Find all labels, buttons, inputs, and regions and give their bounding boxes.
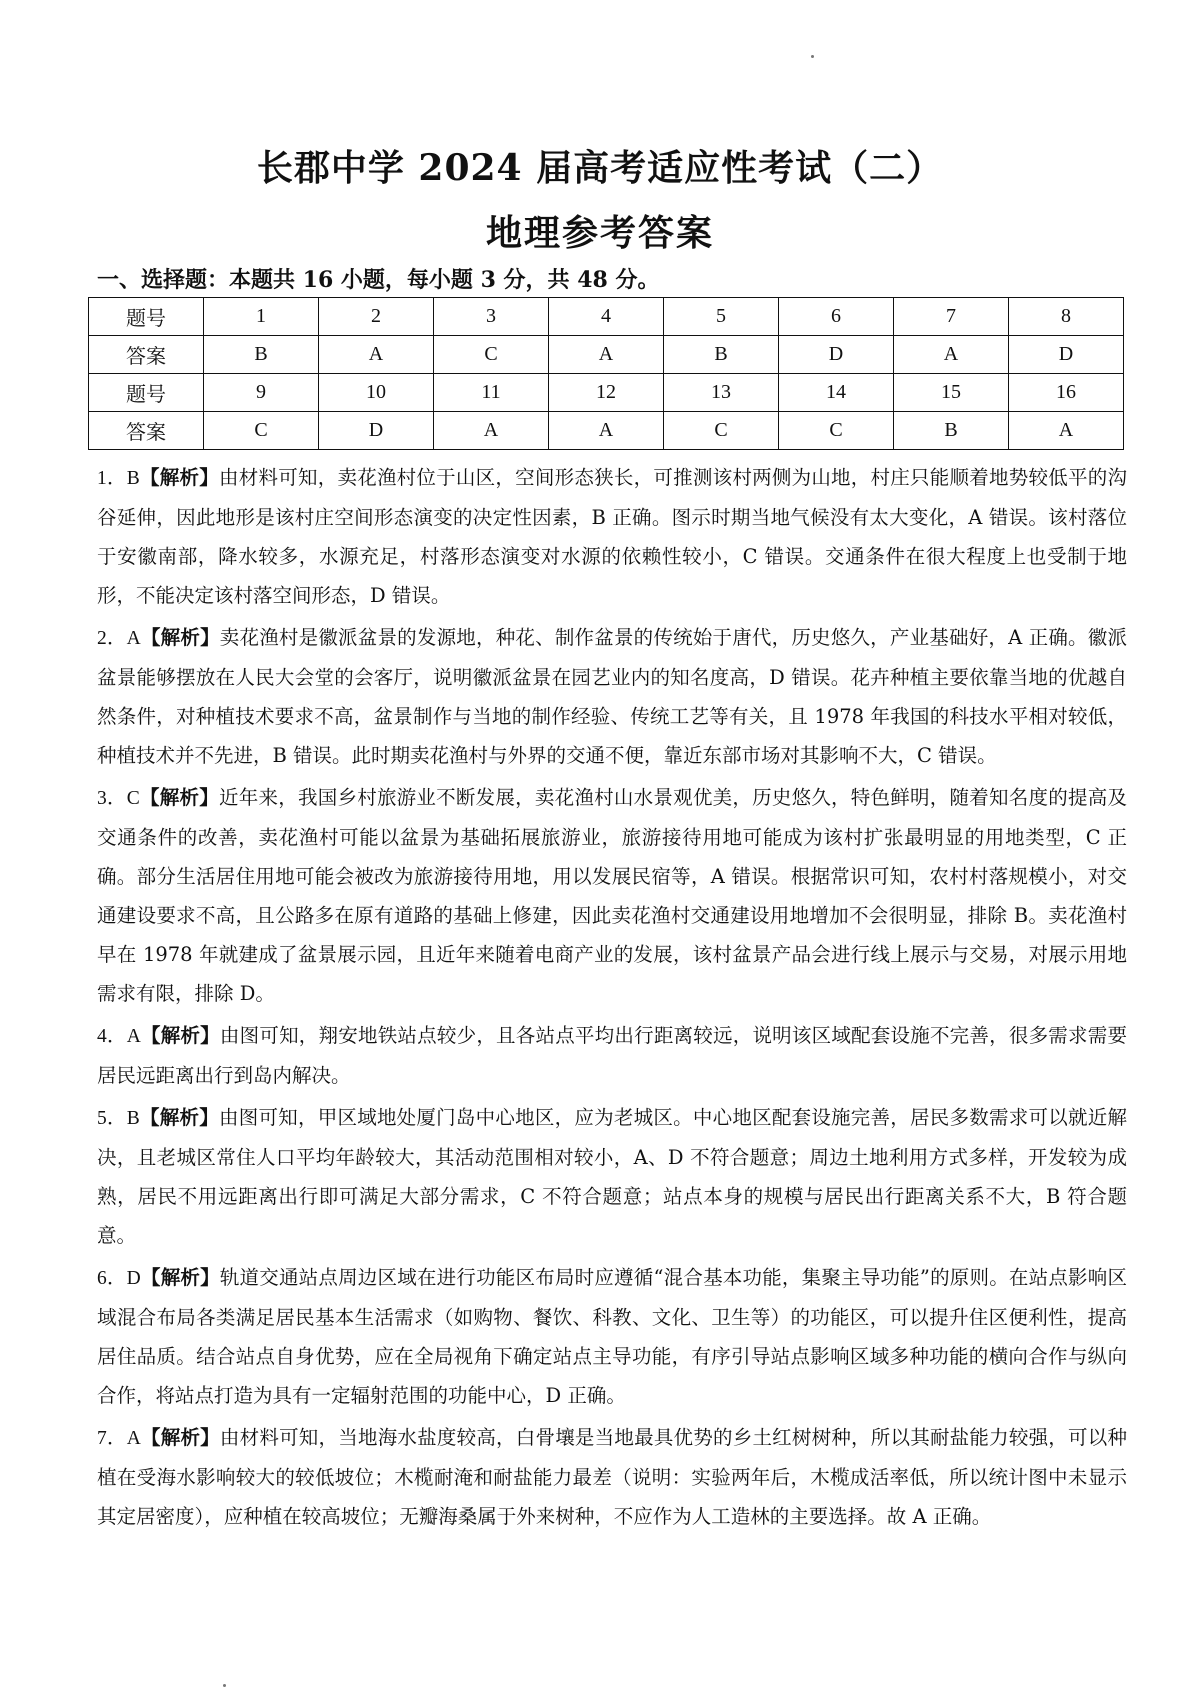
question-number: 5．B — [97, 1108, 140, 1129]
table-cell: 1 — [204, 298, 319, 336]
analysis-tag: 【解析】 — [140, 1024, 220, 1047]
table-cell: A — [549, 412, 664, 450]
table-cell: 6 — [779, 298, 894, 336]
table-cell: 5 — [664, 298, 779, 336]
table-cell: 2 — [319, 298, 434, 336]
table-cell: 12 — [549, 374, 664, 412]
explanation-text: 近年来，我国乡村旅游业不断发展，卖花渔村山水景观优美，历史悠久，特色鲜明，随着知名度的提高及交通条件的改善，卖花渔村可能以盆景为基础拓展旅游业，旅游接待用地可能成为该村扩张最明显的用地类型，C 正确。部分生活居住用地可能会被改为旅游接待用地，用以发展民宿等，A 错误。根据常识可知，农村村落规模小，对交通建设要求不高，且公路多在原有道路的基础上修建，因此卖花渔村交通建设用地增加不会很明显，排除 B。卖花渔村早在 1978 年就建成了盆景展示园，且近年来随着电商产业的发展，该村盆景产品会进行线上展示与交易，对展示用地需求有限，排除 D。 — [97, 786, 1127, 1005]
table-cell: A — [434, 412, 549, 450]
explanation-6 — [97, 1258, 1127, 1415]
analysis-tag: 【解析】 — [140, 1426, 220, 1449]
table-row — [89, 412, 1124, 450]
explanation-text: 轨道交通站点周边区域在进行功能区布局时应遵循“混合基本功能，集聚主导功能”的原则。在站点影响区域混合布局各类满足居民基本生活需求（如购物、餐饮、科教、文化、卫生等）的功能区，可以提升住区便利性，提高居住品质。结合站点自身优势，应在全局视角下确定站点主导功能，有序引导站点影响区域多种功能的横向合作与纵向合作，将站点打造为具有一定辐射范围的功能中心，D 正确。 — [97, 1266, 1127, 1407]
table-cell: D — [779, 336, 894, 374]
table-cell: D — [319, 412, 434, 450]
explanation-5 — [97, 1098, 1127, 1255]
table-cell: A — [894, 336, 1009, 374]
table-cell: A — [319, 336, 434, 374]
table-cell: 9 — [204, 374, 319, 412]
page-title: 长郡中学 2024 届高考适应性考试（二） — [256, 147, 944, 189]
page-subtitle: 地理参考答案 — [485, 212, 714, 254]
bottom-speck — [223, 1684, 226, 1687]
table-cell: 7 — [894, 298, 1009, 336]
row-label: 答案 — [89, 412, 204, 450]
explanation-text: 由图可知，甲区域地处厦门岛中心地区，应为老城区。中心地区配套设施完善，居民多数需求可以就近解决，且老城区常住人口平均年龄较大，其活动范围相对较小，A、D 不符合题意；周边土地利用方式多样，开发较为成熟，居民不用远距离出行即可满足大部分需求，C 不符合题意；站点本身的规模与居民出行距离关系不大，B 符合题意。 — [97, 1106, 1127, 1247]
table-cell: 8 — [1009, 298, 1124, 336]
table-cell: 3 — [434, 298, 549, 336]
table-cell: 10 — [319, 374, 434, 412]
row-label: 题号 — [89, 298, 204, 336]
table-cell: B — [204, 336, 319, 374]
table-cell: 13 — [664, 374, 779, 412]
table-cell: A — [549, 336, 664, 374]
table-row — [89, 374, 1124, 412]
analysis-tag: 【解析】 — [139, 1106, 219, 1129]
table-cell: D — [1009, 336, 1124, 374]
table-cell: C — [779, 412, 894, 450]
question-number: 3．C — [97, 788, 140, 809]
row-label: 题号 — [89, 374, 204, 412]
explanation-3 — [97, 778, 1127, 1013]
table-row — [89, 298, 1124, 336]
question-number: 2．A — [97, 628, 141, 649]
explanation-text: 由图可知，翔安地铁站点较少，且各站点平均出行距离较远，说明该区域配套设施不完善，很多需求需要居民远距离出行到岛内解决。 — [97, 1024, 1127, 1087]
question-number: 4．A — [97, 1026, 141, 1047]
table-cell: C — [434, 336, 549, 374]
explanation-text: 由材料可知，卖花渔村位于山区，空间形态狭长，可推测该村两侧为山地，村庄只能顺着地势较低平的沟谷延伸，因此地形是该村庄空间形态演变的决定性因素，B 正确。图示时期当地气候没有太大变化，A 错误。该村落位于安徽南部，降水较多，水源充足，村落形态演变对水源的依赖性较小，C 错误。交通条件在很大程度上也受制于地形，不能决定该村落空间形态，D 错误。 — [97, 466, 1127, 607]
analysis-tag: 【解析】 — [140, 1266, 220, 1289]
table-cell: 11 — [434, 374, 549, 412]
table-cell: B — [894, 412, 1009, 450]
question-number: 6．D — [97, 1268, 141, 1289]
table-cell: 14 — [779, 374, 894, 412]
table-cell: C — [204, 412, 319, 450]
table-row — [89, 336, 1124, 374]
explanation-2 — [97, 618, 1127, 775]
question-number: 1．B — [97, 468, 140, 489]
explanation-text: 卖花渔村是徽派盆景的发源地，种花、制作盆景的传统始于唐代，历史悠久，产业基础好，A 正确。徽派盆景能够摆放在人民大会堂的会客厅，说明徽派盆景在园艺业内的知名度高，D 错误。花卉种植主要依靠当地的优越自然条件，对种植技术要求不高，盆景制作与当地的制作经验、传统工艺等有关，且 1978 年我国的科技水平相对较低，种植技术并不先进，B 错误。此时期卖花渔村与外界的交通不便，靠近东部市场对其影响不大，C 错误。 — [97, 626, 1127, 767]
table-cell: 16 — [1009, 374, 1124, 412]
table-cell: A — [1009, 412, 1124, 450]
explanation-text: 由材料可知，当地海水盐度较高，白骨壤是当地最具优势的乡土红树树种，所以其耐盐能力较强，可以种植在受海水影响较大的较低坡位；木榄耐淹和耐盐能力最差（说明：实验两年后，木榄成活率低，所以统计图中未显示其定居密度），应种植在较高坡位；无瓣海桑属于外来树种，不应作为人工造林的主要选择。故 A 正确。 — [97, 1426, 1127, 1528]
explanation-7 — [97, 1418, 1127, 1536]
analysis-tag: 【解析】 — [140, 626, 220, 649]
table-cell: 15 — [894, 374, 1009, 412]
explanations — [97, 458, 1127, 1539]
section-heading: 一、选择题：本题共 16 小题，每小题 3 分，共 48 分。 — [97, 267, 660, 293]
answer-table — [88, 297, 1124, 450]
top-speck — [811, 55, 814, 58]
row-label: 答案 — [89, 336, 204, 374]
table-cell: B — [664, 336, 779, 374]
explanation-1 — [97, 458, 1127, 615]
question-number: 7．A — [97, 1428, 141, 1449]
explanation-4 — [97, 1016, 1127, 1095]
analysis-tag: 【解析】 — [139, 786, 219, 809]
analysis-tag: 【解析】 — [139, 466, 219, 489]
table-cell: C — [664, 412, 779, 450]
table-cell: 4 — [549, 298, 664, 336]
